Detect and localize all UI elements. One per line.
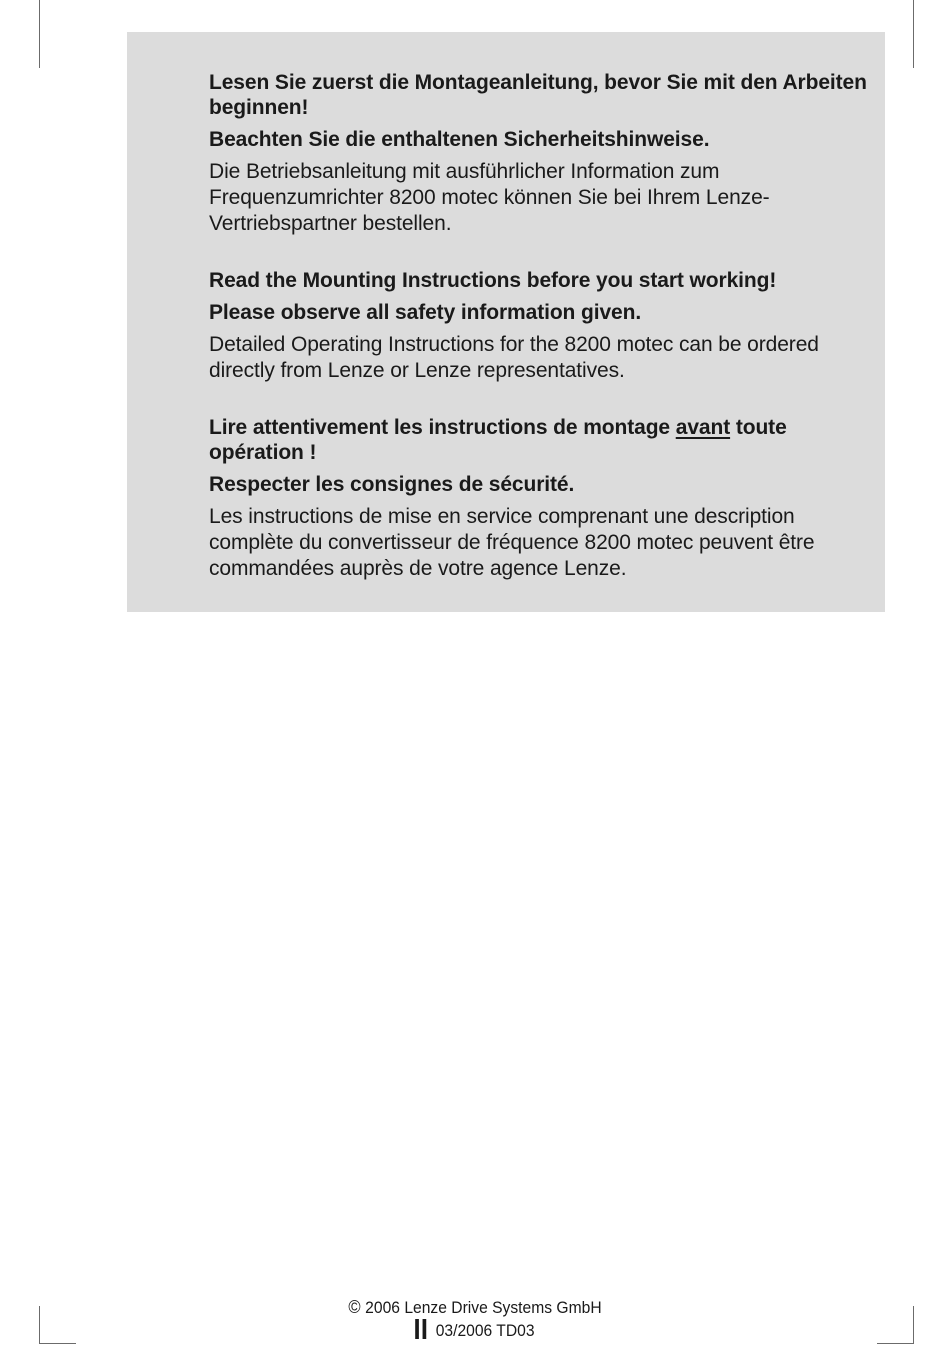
english-heading-2: Please observe all safety information given. xyxy=(209,301,642,324)
doc-code-line xyxy=(38,1319,912,1342)
german-heading-1: Lesen Sie zuerst die Montageanleitung, bevor Sie mit den Arbeiten beginnen! xyxy=(209,71,867,119)
french-heading-2: Respecter les consignes de sécurité. xyxy=(209,473,575,496)
french-body: Les instructions de mise en service comprenant une description complète du convertisseur de fréquence 8200 motec peuvent être commandées auprès de votre agence Lenze. xyxy=(209,505,815,580)
footer xyxy=(38,1296,912,1342)
german-section xyxy=(209,70,873,237)
copyright-icon: © xyxy=(348,1297,361,1317)
barcode-icon xyxy=(415,1319,430,1339)
french-heading-1-after: toute opération ! xyxy=(209,416,787,464)
crop-mark-bottom-left-horizontal xyxy=(39,1343,76,1344)
crop-mark-bottom-right-vertical xyxy=(913,1306,914,1343)
notice-content xyxy=(209,70,873,582)
german-heading-2: Beachten Sie die enthaltenen Sicherheitshinweise. xyxy=(209,128,710,151)
german-body: Die Betriebsanleitung mit ausführlicher Information zum Frequenzumrichter 8200 motec können Sie bei Ihrem Lenze-Vertriebspartner bestellen. xyxy=(209,160,770,235)
english-section xyxy=(209,268,873,384)
doc-code: 03/2006 TD03 xyxy=(435,1321,535,1340)
french-section xyxy=(209,415,873,582)
copyright-text: 2006 Lenze Drive Systems GmbH xyxy=(365,1298,602,1317)
french-heading-1 xyxy=(209,415,873,465)
copyright-line xyxy=(38,1296,912,1319)
english-body: Detailed Operating Instructions for the 8200 motec can be ordered directly from Lenze or Lenze representatives. xyxy=(209,333,819,382)
english-heading-1: Read the Mounting Instructions before you start working! xyxy=(209,269,777,292)
crop-mark-top-right xyxy=(913,0,914,68)
crop-mark-bottom-right-horizontal xyxy=(877,1343,914,1344)
french-heading-1-emphasis: avant xyxy=(675,416,731,439)
crop-mark-top-left xyxy=(39,0,40,68)
french-heading-1-before: Lire attentivement les instructions de montage xyxy=(209,416,676,439)
